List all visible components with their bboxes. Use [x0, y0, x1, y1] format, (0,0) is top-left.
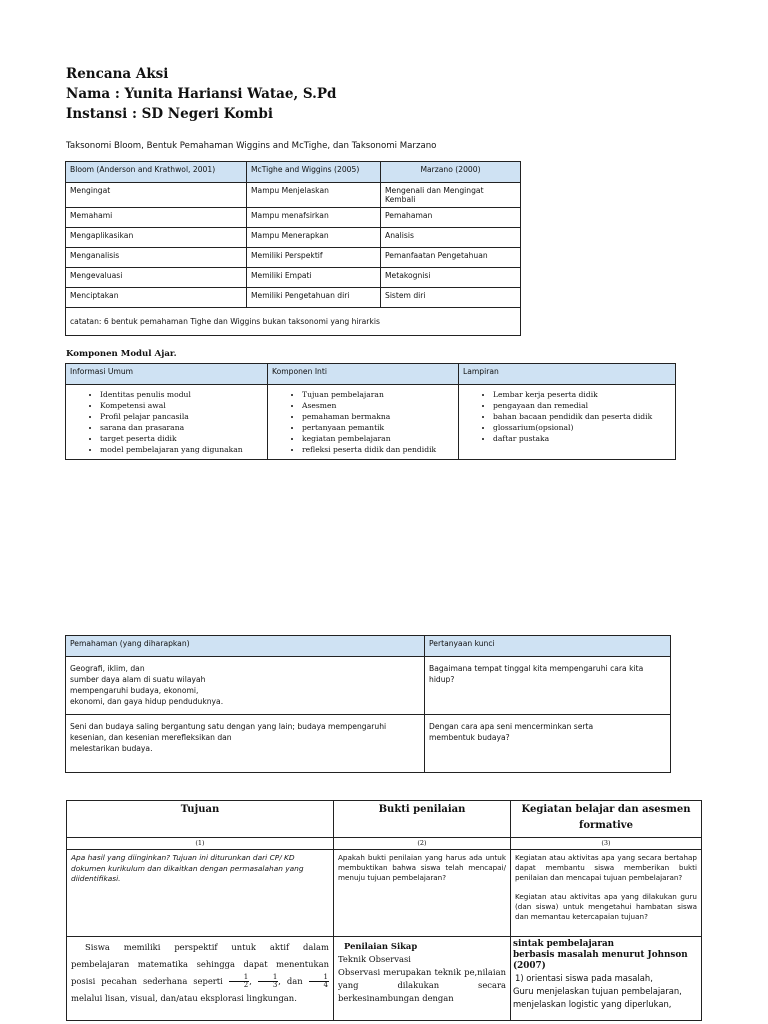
list-item: • daftar pustaka — [493, 433, 673, 444]
modul-list-informasi — [68, 389, 265, 455]
table-cell: Mengingat — [66, 183, 247, 208]
list-item: • glossarium(opsional) — [493, 422, 673, 433]
table-row — [66, 268, 521, 288]
table-cell: Menciptakan — [66, 288, 247, 308]
tujuan-table — [66, 800, 702, 1021]
list-item: • sarana dan prasarana — [100, 422, 265, 433]
modul-caption: Komponen Modul Ajar. — [66, 349, 177, 359]
kegiatan-header: Kegiatan belajar dan asesmen formative — [511, 801, 702, 838]
institution: Instansi : SD Negeri Kombi — [66, 106, 273, 122]
penilaian-body: Observasi merupakan teknik pe,nilaian yang dilakukan secara berkesinambungan dengan — [338, 967, 506, 1003]
modul-list-inti — [270, 389, 456, 455]
table-row — [67, 850, 702, 937]
table-row — [66, 183, 521, 208]
modul-header: Lampiran — [459, 364, 676, 385]
list-item: • Asesmen — [302, 400, 456, 411]
list-item: • Profil pelajar pancasila — [100, 411, 265, 422]
list-item: • pemahaman bermakna — [302, 411, 456, 422]
column-number: (2) — [334, 838, 511, 850]
taxonomy-header: Bloom (Anderson and Krathwol, 2001) — [66, 162, 247, 183]
table-cell: Memiliki Pengetahuan diri — [247, 288, 381, 308]
fraction: $\frac{1}{4}$ — [309, 974, 329, 989]
list-item: • model pembelajaran yang digunakan — [100, 444, 265, 455]
kegiatan-prompt-1: Kegiatan atau aktivitas apa yang secara bertahap dapat membantu siswa memberikan bukti penilaian dan mencapai tujuan pembelajaran? — [515, 853, 697, 882]
tujuan-header: Tujuan — [67, 801, 334, 838]
bukti-prompt: Apakah bukti penilaian yang harus ada untuk membuktikan bahwa siswa telah mencapai/ menuju tujuan pembelajaran? — [334, 850, 511, 937]
pertanyaan-line: Dengan cara apa seni mencerminkan serta — [429, 722, 594, 731]
author-name: Nama : Yunita Hariansi Watae, S.Pd — [66, 86, 337, 102]
table-cell: Menganalisis — [66, 248, 247, 268]
table-cell: Sistem diri — [381, 288, 521, 308]
column-number: (1) — [67, 838, 334, 850]
modul-header: Komponen Inti — [268, 364, 459, 385]
table-row — [66, 385, 676, 460]
table-cell: Mampu Menerapkan — [247, 228, 381, 248]
sintak-title: sintak pembelajaran — [513, 939, 615, 949]
list-item: • Tujuan pembelajaran — [302, 389, 456, 400]
table-cell: Pemahaman — [381, 208, 521, 228]
table-cell: Memiliki Empati — [247, 268, 381, 288]
list-item: • target peserta didik — [100, 433, 265, 444]
pemahaman-line: mempengaruhi budaya, ekonomi, — [70, 686, 199, 695]
table-row — [66, 715, 671, 773]
table-cell: Mengenali dan Mengingat Kembali — [381, 183, 521, 208]
pertanyaan-line: hidup? — [429, 675, 455, 684]
sintak-step: Guru menjelaskan tujuan pembelajaran, — [513, 986, 682, 996]
table-row — [66, 248, 521, 268]
pemahaman-table — [65, 635, 671, 773]
list-item: • Kompetensi awal — [100, 400, 265, 411]
table-row — [67, 937, 702, 1021]
table-cell: Analisis — [381, 228, 521, 248]
list-item: • bahan bacaan pendidik dan peserta didik — [493, 411, 673, 422]
sintak-subtitle: berbasis masalah menurut Johnson (2007) — [513, 950, 688, 971]
fraction: $\frac{1}{2}$ — [229, 974, 249, 989]
fraction: $\frac{1}{3}$ — [258, 974, 278, 989]
sintak-step: menjelaskan logistic yang diperlukan, — [513, 999, 672, 1009]
pemahaman-header: Pertanyaan kunci — [425, 636, 671, 657]
list-item: • Identitas penulis modul — [100, 389, 265, 400]
table-cell: Mengaplikasikan — [66, 228, 247, 248]
list-item: • pertanyaan pemantik — [302, 422, 456, 433]
table-cell: Metakognisi — [381, 268, 521, 288]
pertanyaan-line: membentuk budaya? — [429, 733, 510, 742]
tujuan-content: Siswa memiliki perspektif untuk aktif dalam pembelajaran matematika sehingga dapat menentukan posisi pecahan sederhana seperti $\frac{1}{2}$ , $\frac{1}{3}$ , dan $\frac{1}{4}$ melalui lisan, visual, dan/atau eksplorasi lingkungan. — [67, 937, 334, 1021]
table-cell: Memahami — [66, 208, 247, 228]
bukti-header: Bukti penilaian — [334, 801, 511, 838]
table-row — [66, 228, 521, 248]
taxonomy-header: McTighe and Wiggins (2005) — [247, 162, 381, 183]
taxonomy-header: Marzano (2000) — [381, 162, 521, 183]
list-item: • kegiatan pembelajaran — [302, 433, 456, 444]
pemahaman-header: Pemahaman (yang diharapkan) — [66, 636, 425, 657]
modul-header: Informasi Umum — [66, 364, 268, 385]
pemahaman-line: sumber daya alam di suatu wilayah — [70, 675, 206, 684]
taxonomy-table — [65, 161, 521, 336]
pemahaman-line: Seni dan budaya saling bergantung satu dengan yang lain; budaya mempengaruhi — [70, 722, 387, 731]
table-row — [66, 288, 521, 308]
pemahaman-line: Geografi, iklim, dan — [70, 664, 145, 673]
pertanyaan-line: Bagaimana tempat tinggal kita mempengaruhi cara kita — [429, 664, 644, 673]
tujuan-text: melalui lisan, visual, dan/atau eksplorasi lingkungan. — [71, 993, 297, 1003]
kegiatan-prompt-2: Kegiatan atau aktivitas apa yang dilakukan guru (dan siswa) untuk mengetahui hambatan siswa dan memantau ketercapaian tujuan? — [515, 892, 697, 921]
taxonomy-note: catatan: 6 bentuk pemahaman Tighe dan Wiggins bukan taksonomi yang hirarkis — [66, 308, 521, 336]
modul-table — [65, 363, 676, 460]
table-cell: Pemanfaatan Pengetahuan — [381, 248, 521, 268]
list-item: • pengayaan dan remedial — [493, 400, 673, 411]
tujuan-text: Siswa memiliki perspektif untuk aktif dalam pembelajaran matematika sehingga dapat menentukan posisi pecahan sederhana seperti — [71, 942, 329, 986]
taxonomy-caption: Taksonomi Bloom, Bentuk Pemahaman Wiggins and McTighe, dan Taksonomi Marzano — [66, 141, 437, 151]
table-cell: Mampu Menjelaskan — [247, 183, 381, 208]
pemahaman-line: kesenian, dan kesenian merefleksikan dan — [70, 733, 232, 742]
penilaian-subtitle: Teknik Observasi — [338, 954, 411, 964]
pemahaman-line: ekonomi, dan gaya hidup penduduknya. — [70, 697, 224, 706]
list-item: • refleksi peserta didik dan pendidik — [302, 444, 456, 455]
modul-list-lampiran — [461, 389, 673, 444]
tujuan-prompt: Apa hasil yang diinginkan? Tujuan ini diturunkan dari CP/ KD dokumen kurikulum dan dikaitkan dengan permasalahan yang diidentifikasi. — [67, 850, 334, 937]
sintak-step: 1) orientasi siswa pada masalah, — [515, 973, 653, 983]
column-number: (3) — [511, 838, 702, 850]
penilaian-title: Penilaian Sikap — [344, 941, 418, 951]
table-row — [66, 657, 671, 715]
table-row — [66, 208, 521, 228]
pemahaman-line: melestarikan budaya. — [70, 744, 153, 753]
table-cell: Mengevaluasi — [66, 268, 247, 288]
list-item: • Lembar kerja peserta didik — [493, 389, 673, 400]
table-cell: Mampu menafsirkan — [247, 208, 381, 228]
table-cell: Memiliki Perspektif — [247, 248, 381, 268]
document-title: Rencana Aksi — [66, 66, 169, 82]
